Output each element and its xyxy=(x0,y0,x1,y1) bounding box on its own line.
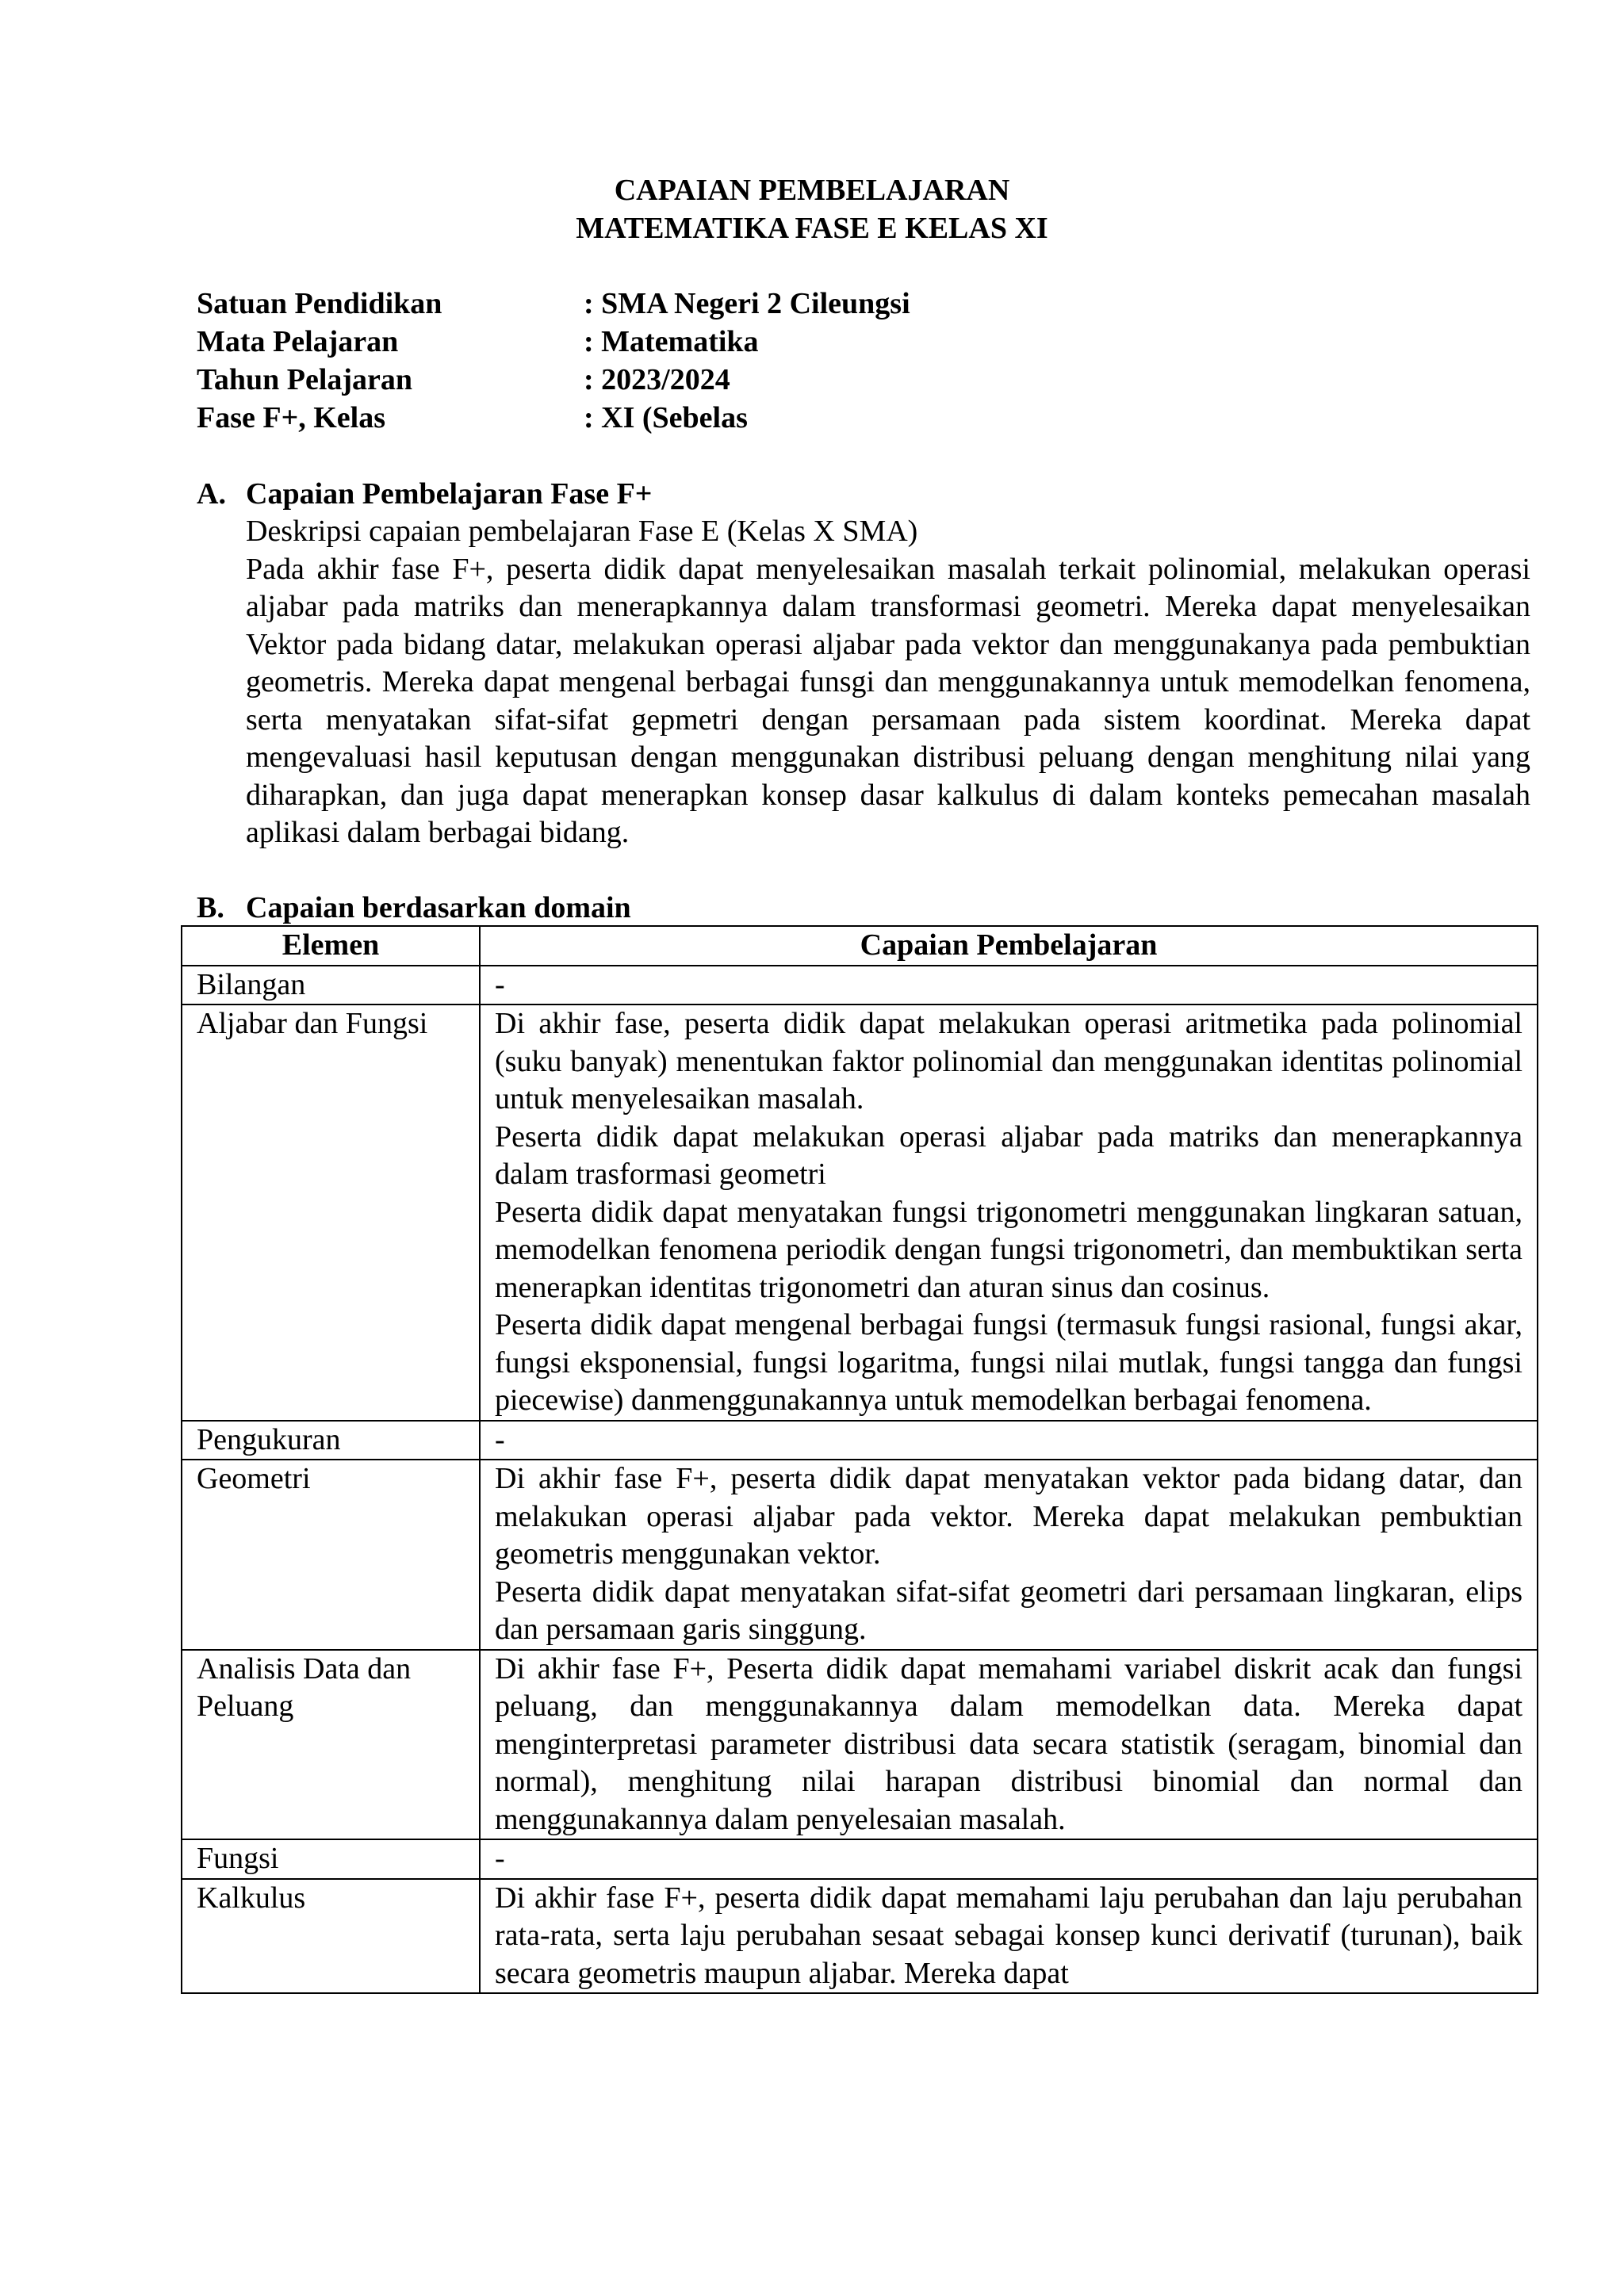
info-row-tahun xyxy=(197,361,910,399)
elemen-cell: Aljabar dan Fungsi xyxy=(182,1004,480,1421)
capaian-paragraph: Di akhir fase, peserta didik dapat melakukan operasi aritmetika pada polinomial (suku banyak) menentukan faktor polinomial dan menggunakan identitas polinomial untuk menyelesaikan masalah. xyxy=(495,1007,1522,1115)
table-row xyxy=(182,1460,1538,1650)
info-value: : XI (Sebelas xyxy=(584,401,748,434)
column-header-capaian: Capaian Pembelajaran xyxy=(480,926,1538,966)
capaian-paragraph: Di akhir fase F+, peserta didik dapat memahami laju perubahan dan laju perubahan rata-rata, serta laju perubahan sesaat sebagai konsep kunci derivatif (turunan), baik secara geometris maupun aljabar. Mereka dapat xyxy=(495,1881,1522,1990)
table-row xyxy=(182,966,1538,1005)
column-header-elemen: Elemen xyxy=(182,926,480,966)
info-row-fase xyxy=(197,399,910,437)
info-value: : Matematika xyxy=(584,325,759,358)
table-row xyxy=(182,1650,1538,1840)
section-a-body xyxy=(246,513,1530,852)
document-title-line1: CAPAIAN PEMBELAJARAN xyxy=(614,174,1010,207)
capaian-cell xyxy=(480,1004,1538,1421)
capaian-cell xyxy=(480,966,1538,1005)
section-title: Capaian berdasarkan domain xyxy=(246,891,631,924)
section-title: Capaian Pembelajaran Fase F+ xyxy=(246,477,653,511)
capaian-paragraph: Di akhir fase F+, peserta didik dapat menyatakan vektor pada bidang datar, dan melakukan operasi aljabar pada vektor. Mereka dapat melakukan pembuktian geometris menggunakan vektor. xyxy=(495,1462,1522,1571)
elemen-cell: Geometri xyxy=(182,1460,480,1650)
info-label: Tahun Pelajaran xyxy=(197,363,413,396)
capaian-paragraph: - xyxy=(495,967,505,1001)
capaian-cell xyxy=(480,1879,1538,1994)
section-paragraph: Pada akhir fase F+, peserta didik dapat menyelesaikan masalah terkait polinomial, melakukan operasi aljabar pada matriks dan menerapkannya dalam transformasi geometri. Mereka dapat menyelesaikan Vektor pada bidang datar, melakukan operasi aljabar pada vektor dan menggunakanya pada pembuktian geometris. Mereka dapat mengenal berbagai funsgi dan menggunakannya untuk memodelkan fenomena, serta menyatakan sifat-sifat gepmetri dengan persamaan pada sistem koordinat. Mereka dapat mengevaluasi hasil keputusan dengan menggunakan distribusi peluang dengan menghitung nilai yang diharapkan, dan juga dapat menerapkan konsep dasar kalkulus di dalam konteks pemecahan masalah aplikasi dalam berbagai bidang. xyxy=(246,552,1530,849)
capaian-cell xyxy=(480,1460,1538,1650)
section-b-heading xyxy=(197,889,631,927)
capaian-paragraph: Peserta didik dapat menyatakan sifat-sifat geometri dari persamaan lingkaran, elips dan persamaan garis singgung. xyxy=(495,1575,1522,1646)
table-row xyxy=(182,1004,1538,1421)
capaian-paragraph: Di akhir fase F+, Peserta didik dapat memahami variabel diskrit acak dan fungsi peluang, dan menggunakannya dalam memodelkan data. Mereka dapat menginterpretasi parameter distribusi data secara statistik (seragam, binomial dan normal), menghitung nilai harapan distribusi binomial dan normal dan menggunakannya dalam penyelesaian masalah. xyxy=(495,1651,1522,1836)
table-row xyxy=(182,1421,1538,1460)
elemen-cell: Analisis Data dan Peluang xyxy=(182,1650,480,1840)
info-value: : 2023/2024 xyxy=(584,363,730,396)
section-letter: A. xyxy=(197,477,226,511)
section-a-heading xyxy=(197,475,652,513)
capaian-paragraph: Peserta didik dapat mengenal berbagai fungsi (termasuk fungsi rasional, fungsi akar, fungsi eksponensial, fungsi logaritma, fungsi nilai mutlak, fungsi tangga dan fungsi piecewise) danmenggunakannya untuk memodelkan berbagai fenomena. xyxy=(495,1308,1522,1417)
capaian-paragraph: Peserta didik dapat melakukan operasi aljabar pada matriks dan menerapkannya dalam trasformasi geometri xyxy=(495,1119,1522,1191)
info-row-mapel xyxy=(197,323,910,361)
capaian-cell xyxy=(480,1650,1538,1840)
info-row-satuan xyxy=(197,285,910,323)
identity-block xyxy=(197,285,910,437)
info-label: Mata Pelajaran xyxy=(197,325,399,358)
elemen-cell: Pengukuran xyxy=(182,1421,480,1460)
info-label: Satuan Pendidikan xyxy=(197,287,442,320)
table-row xyxy=(182,1839,1538,1879)
info-label: Fase F+, Kelas xyxy=(197,401,386,434)
elemen-cell: Kalkulus xyxy=(182,1879,480,1994)
table-header-row xyxy=(182,926,1538,966)
elemen-cell: Bilangan xyxy=(182,966,480,1005)
section-subtitle: Deskripsi capaian pembelajaran Fase E (Kelas X SMA) xyxy=(246,515,918,548)
table-body xyxy=(182,966,1538,1994)
capaian-cell xyxy=(480,1839,1538,1879)
capaian-paragraph: Peserta didik dapat menyatakan fungsi trigonometri menggunakan lingkaran satuan, memodelkan fenomena periodik dengan fungsi trigonometri, dan membuktikan serta menerapkan identitas trigonometri dan aturan sinus dan cosinus. xyxy=(495,1195,1522,1304)
info-value: : SMA Negeri 2 Cileungsi xyxy=(584,287,910,320)
capaian-cell xyxy=(480,1421,1538,1460)
section-letter: B. xyxy=(197,891,224,924)
elemen-cell: Fungsi xyxy=(182,1839,480,1879)
domain-table xyxy=(181,925,1538,1994)
capaian-paragraph: - xyxy=(495,1842,505,1875)
document-title-line2: MATEMATIKA FASE E KELAS XI xyxy=(576,212,1048,245)
capaian-paragraph: - xyxy=(495,1422,505,1456)
table-row xyxy=(182,1879,1538,1994)
